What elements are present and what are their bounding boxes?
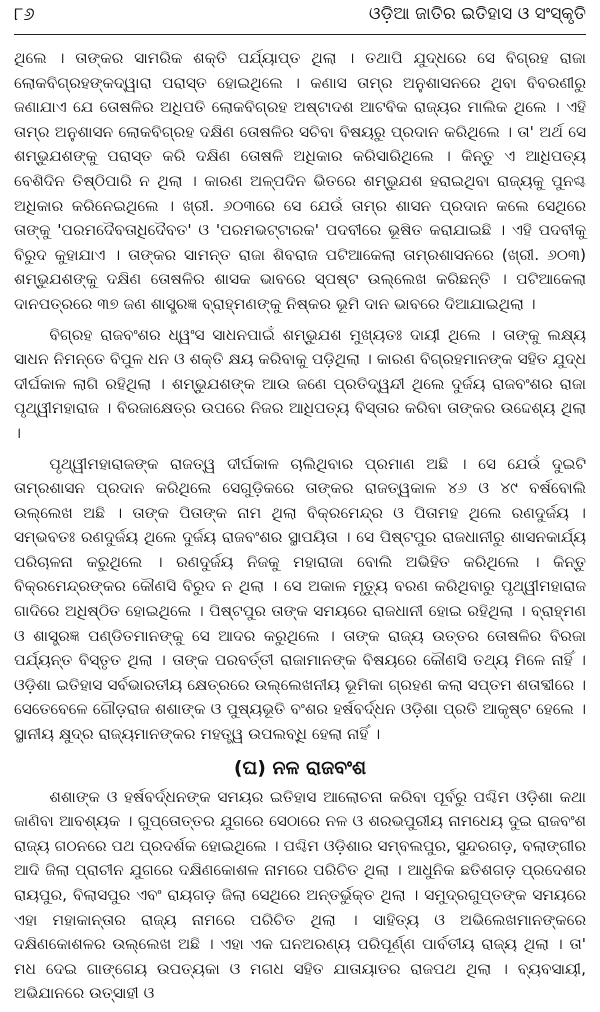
paragraph-1: ଥିଲେ । ତାଙ୍କର ସାମରିକ ଶକ୍ତି ପର୍ଯ୍ୟାପ୍ତ ଥିଲା । ତଥାପି ଯୁଦ୍ଧରେ ସେ ବିଗ୍ରହ ରାଜା ଲୋକବିଗ୍ରହଙ୍କଦ୍ୱାରା ପରାସ୍ତ ହୋଇଥିଲେ । କଣାସ ତାମ୍ର ଅନୁଶାସନରେ ଥିବା ବିବରଣୀରୁ ଜଣାଯାଏ ଯେ ତୋଷଳିର ଅଧିପତି ଲୋକବିଗ୍ରହ ଅଷ୍ଟାଦଶ ଆଟବିକ ରାଜ୍ୟର ମାଲିକ ଥିଲେ । ଏହି ତାମ୍ର ଅନୁଶାସନ ଲୋକବିଗ୍ରହ ଦକ୍ଷିଣ ତୋଷଳିର ସଚିବା ବିଷୟରୁ ପ୍ରଦାନ କରିଥିଲେ । ତା' ଅର୍ଥ ସେ ଶମ୍ଭୁଯଶଙ୍କୁ ପରାସ୍ତ କରି ଦକ୍ଷିଣ ତୋଷଳି ଅଧିକାର କରିସାରିଥିଲେ । କିନ୍ତୁ ଏ ଆଧିପତ୍ୟ ବେଶିଦିନ ତିଷ୍ଠିପାରି ନ ଥିଲା । କାରଣ ଅଳ୍ପଦିନ ଭିତରେ ଶମ୍ଭୁଯଶ ହରାଇଥିବା ରାଜ୍ୟକୁ ପୁନଶ୍ଚ ଅଧିକାର କରିନେଇଥିଲେ । ଖ୍ରୀ. ୬୦୩ରେ ସେ ଯେଉଁ ତାମ୍ର ଶାସନ ପ୍ରଦାନ କଲେ ସେଥିରେ ତାଙ୍କୁ 'ପରମଦୈବତାଧିଦୈବତ' ଓ 'ପରମଭଟ୍ଟାରକ' ପଦବୀରେ ଭୂଷିତ କରାଯାଇଛି । ଏହି ପଦବୀକୁ ବିରୁଦ କୁହାଯାଏ । ତାଙ୍କର ସାମନ୍ତ ରାଜା ଶିବରାଜ ପଟିଆକେଲା ତାମ୍ରଶାସନରେ (ଖ୍ରୀ. ୬୦୩) ଶମ୍ଭୁଯଶଙ୍କୁ ଦକ୍ଷିଣ ତୋଷଳିର ଶାସକ ଭାବରେ ସ୍ପଷ୍ଟ ଉଲ୍ଲେଖ କରିଛନ୍ତି । ପଟିଆକେଲା ଦାନପତ୍ରରେ ୩୭ ଜଣ ଶାସ୍ତ୍ରଜ୍ଞ ବ୍ରାହ୍ମଣଙ୍କୁ ନିଷ୍କର ଭୂମି ଦାନ ଭାବରେ ଦିଆଯାଇଥିଲା । xyxy=(14,49,586,313)
section-paragraph: ଶଶାଙ୍କ ଓ ହର୍ଷବର୍ଦ୍ଧନଙ୍କ ସମୟର ଇତିହାସ ଆଲୋଚନା କରିବା ପୂର୍ବରୁ ପଶ୍ଚିମ ଓଡ଼ିଶା କଥା ଜାଣିବା ଆବଶ୍ୟକ । ଗୁପ୍ତୋତ୍ତର ଯୁଗରେ ସେଠାରେ ନଳ ଓ ଶରଭପୁରୀୟ ନାମଧେୟ ଦୁଇ ରାଜବଂଶ ରାଜ୍ୟ ଗଠନରେ ପଥ ପ୍ରଦର୍ଶକ ହୋଇଥିଲେ । ପଶ୍ଚିମ ଓଡ଼ିଶାର ସମ୍ବଲପୁର, ସୁନ୍ଦରଗଡ଼, ବଲାଙ୍ଗୀର ଆଦି ଜିଲା ପ୍ରାଚୀନ ଯୁଗରେ ଦକ୍ଷିଣକୋଶଳ ନାମରେ ପରିଚିତ ଥିଲା । ଆଧୁନିକ ଛତିଶଗଡ଼ ପ୍ରଦେଶର ରାୟପୁର, ବିଲାସପୁର ଏବଂ ରାୟଗଡ଼ ଜିଲା ସେଥିରେ ଅନ୍ତର୍ଭୁକ୍ତ ଥିଲା । ସମୁଦ୍ରଗୁପ୍ତଙ୍କ ସମୟରେ ଏହା ମହାକାନ୍ତାର ରାଜ୍ୟ ନାମରେ ପରିଚିତ ଥିଲା । ସାହିତ୍ୟ ଓ ଅଭିଲେଖମାନଙ୍କରେ ଦକ୍ଷିଣକୋଶଳର ଉଲ୍ଲେଖ ଅଛି । ଏହା ଏକ ଘନଅରଣ୍ୟ ପରିପୂର୍ଣ୍ଣ ପାର୍ବତୀୟ ରାଜ୍ୟ ଥିଲା । ତା' ମଧ ଦେଇ ଗାଙ୍ଗେୟ ଉପତ୍ୟକା ଓ ମଗଧ ସହିତ ଯାତାୟାତର ରାଜପଥ ଥିଲା । ବ୍ୟବସାୟୀ, ଅଭିଯାନରେ ଉତ୍ସାହୀ ଓ xyxy=(14,787,586,1003)
page-number: ୮୬ xyxy=(14,4,35,25)
paragraph-3: ପୃଥ୍ୱୀମହାରାଜଙ୍କ ରାଜତ୍ୱ ଦୀର୍ଘକାଳ ଚାଲିଥିବାର ପ୍ରମାଣ ଅଛି । ସେ ଯେଉଁ ଦୁଇଟି ତାମ୍ରଶାସନ ପ୍ରଦାନ କରିଥିଲେ ସେଗୁଡ଼ିକରେ ତାଙ୍କର ରାଜତ୍ୱକାଳ ୪୬ ଓ ୪୯ ବର୍ଷବୋଲି ଉଲ୍ଲେଖ ଅଛି । ତାଙ୍କ ପିତାଙ୍କ ନାମ ଥିଲା ବିକ୍ରମେନ୍ଦ୍ର ଓ ପିତାମହ ଥିଲେ ରଣଦୁର୍ଜୟ । ସମ୍ଭବତଃ ରଣଦୁର୍ଜୟ ଥିଲେ ଦୁର୍ଜୟ ରାଜବଂଶର ସ୍ଥାପୟିତା । ସେ ପିଷ୍ଟପୁର ରାଜଧାନୀରୁ ଶାସନକାର୍ଯ୍ୟ ପରିଚାଳନା କରୁଥିଲେ । ରଣଦୁର୍ଜୟ ନିଜକୁ ମହାରାଜା ବୋଲି ଅଭିହିତ କରିଥିଲେ । କିନ୍ତୁ ବିକ୍ରମେନ୍ଦ୍ରଙ୍କର କୌଣସି ବିରୁଦ ନ ଥିଲା । ସେ ଅକାଳ ମୃତ୍ୟୁ ବରଣ କରିଥିବାରୁ ପୃଥ୍ୱୀମହାରାଜ ଗାଦିରେ ଅଧିଷ୍ଠିତ ହୋଇଥିଲେ । ପିଷ୍ଟପୁର ତାଙ୍କ ସମୟରେ ରାଜଧାନୀ ହୋଇ ରହିଥିଲା । ବ୍ରାହ୍ମଣ ଓ ଶାସ୍ତ୍ରଜ୍ଞ ପଣ୍ଡିତମାନଙ୍କୁ ସେ ଆଦର କରୁଥିଲେ । ତାଙ୍କ ରାଜ୍ୟ ଉତ୍ତର ତୋଷଳିର ବିରଜା ପର୍ଯ୍ୟନ୍ତ ବିସ୍ତୃତ ଥିଲା । ତାଙ୍କ ପରବର୍ତ୍ତୀ ରାଜାମାନଙ୍କ ବିଷୟରେ କୌଣସି ତଥ୍ୟ ମିଳେ ନାହିଁ । ଓଡ଼ିଶା ଇତିହାସ ସର୍ବଭାରତୀୟ କ୍ଷେତ୍ରରେ ଉଲ୍ଲେଖନୀୟ ଭୂମିକା ଗ୍ରହଣ କଲା ସପ୍ତମ ଶତାବ୍ଦୀରେ । ସେତେବେଳେ ଗୌଡ଼ରାଜ ଶଶାଙ୍କ ଓ ପୁଷ୍ୟଭୂତି ବଂଶର ହର୍ଷବର୍ଦ୍ଧନ ଓଡ଼ିଶା ପ୍ରତି ଆକୃଷ୍ଟ ହେଲେ । ସ୍ଥାନୀୟ କ୍ଷୁଦ୍ର ରାଜ୍ୟମାନଙ୍କର ମହତ୍ତ୍ୱ ଉପଲବ୍ଧି ହେଲା ନାହିଁ । xyxy=(14,454,586,744)
page-header xyxy=(14,4,586,34)
section-heading: (ଘ) ନଳ ରାଜବଂଶ xyxy=(233,756,367,779)
body-text xyxy=(14,46,586,1012)
paragraph-2: ବିଗ୍ରହ ରାଜବଂଶର ଧ୍ୱଂସ ସାଧନପାଇଁ ଶମ୍ଭୁଯଶ ମୁଖ୍ୟତଃ ଦାୟୀ ଥିଲେ । ତାଙ୍କୁ ଲକ୍ଷ୍ୟ ସାଧନ ନିମନ୍ତେ ବିପୁଳ ଧନ ଓ ଶକ୍ତି କ୍ଷୟ କରିବାକୁ ପଡ଼ିଥିଲା । କାରଣ ବିଗ୍ରହମାନଙ୍କ ସହିତ ଯୁଦ୍ଧ ଦୀର୍ଘକାଳ ଲାଗି ରହିଥିଲା । ଶମ୍ଭୁଯଶଙ୍କ ଆଉ ଜଣେ ପ୍ରତିଦ୍ୱନ୍ଦୀ ଥିଲେ ଦୁର୍ଜୟ ରାଜବଂଶର ରାଜା ପୃଥ୍ୱୀମହାରାଜ । ବିରଜାକ୍ଷେତ୍ର ଉପରେ ନିଜର ଆଧିପତ୍ୟ ବିସ୍ତାର କରିବା ତାଙ୍କର ଉଦ୍ଦେଶ୍ୟ ଥିଲା । xyxy=(14,325,586,442)
header-rule xyxy=(14,34,586,35)
running-title: ଓଡ଼ିଆ ଜାତିର ଇତିହାସ ଓ ସଂସ୍କୃତି xyxy=(368,4,586,24)
